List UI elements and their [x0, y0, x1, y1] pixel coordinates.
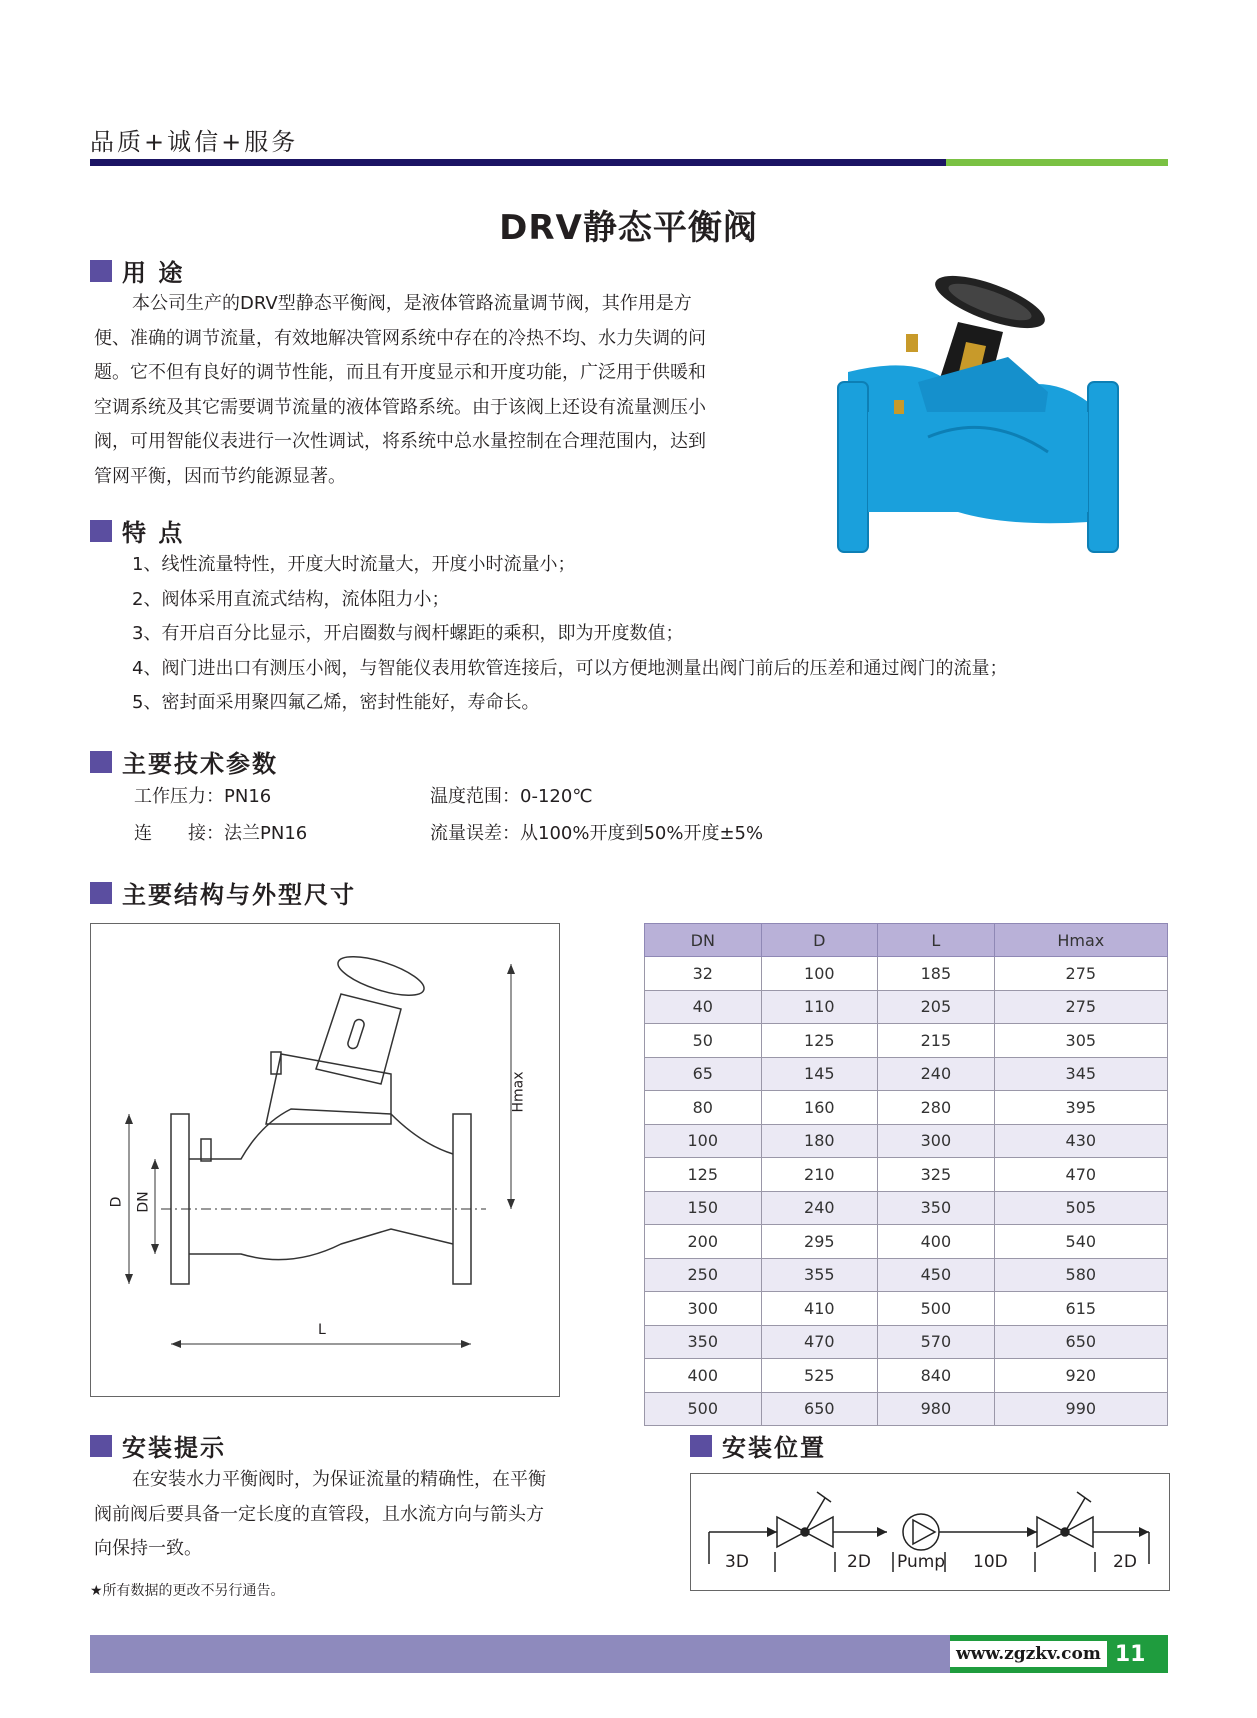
usage-line: 本公司生产的DRV型静态平衡阀，是液体管路流量调节阀，其作用是方: [132, 293, 692, 314]
label-l: L: [318, 1322, 326, 1338]
table-cell: 40: [645, 990, 762, 1024]
table-cell: 395: [994, 1091, 1167, 1125]
table-cell: 205: [878, 990, 995, 1024]
table-row: [645, 1258, 1168, 1292]
section-marker-icon: [90, 1435, 112, 1457]
footer-page-badge: [950, 1616, 1168, 1692]
table-cell: 240: [761, 1191, 878, 1225]
section-structure-title: 主要结构与外型尺寸: [122, 881, 356, 909]
label-dn: DN: [135, 1191, 152, 1213]
usage-line: 阀，可用智能仪表进行一次性调试，将系统中总水量控制在合理范围内，达到: [94, 431, 706, 452]
usage-line: 管网平衡，因而节约能源显著。: [94, 465, 346, 487]
table-cell: 150: [645, 1191, 762, 1225]
section-install-tip-heading: [90, 1428, 226, 1463]
table-cell: 650: [761, 1392, 878, 1426]
dimension-drawing: [90, 923, 560, 1397]
table-cell: 470: [761, 1325, 878, 1359]
table-cell: 505: [994, 1191, 1167, 1225]
param-connection: 连 接：法兰PN16: [134, 823, 308, 844]
param-working-pressure: 工作压力：PN16: [134, 786, 272, 807]
table-cell: 570: [878, 1325, 995, 1359]
table-row: [645, 1325, 1168, 1359]
table-cell: 650: [994, 1325, 1167, 1359]
table-row: [645, 1024, 1168, 1058]
table-row: [645, 957, 1168, 991]
list-item: 2、阀体采用直流式结构，流体阻力小；: [132, 588, 450, 610]
table-cell: 32: [645, 957, 762, 991]
section-marker-icon: [90, 260, 112, 282]
table-cell: 100: [645, 1124, 762, 1158]
label-10d: 10D: [973, 1552, 1008, 1572]
list-item: 1、线性流量特性，开度大时流量大，开度小时流量小；: [132, 554, 576, 575]
section-params-title: 主要技术参数: [122, 750, 278, 778]
table-cell: 400: [878, 1225, 995, 1259]
table-cell: 355: [761, 1258, 878, 1292]
table-cell: 410: [761, 1292, 878, 1326]
section-structure-heading: [90, 875, 356, 910]
table-cell: 840: [878, 1359, 995, 1393]
features-list: [132, 548, 1172, 721]
table-row: [645, 1091, 1168, 1125]
section-marker-icon: [90, 520, 112, 542]
table-cell: 305: [994, 1024, 1167, 1058]
install-position-diagram: [690, 1473, 1170, 1591]
piping-diagram: [691, 1474, 1169, 1590]
section-install-position-title: 安装位置: [722, 1434, 826, 1462]
header-rule-green: [946, 159, 1168, 166]
section-marker-icon: [690, 1435, 712, 1457]
valve-illustration: [808, 262, 1148, 562]
table-cell: 430: [994, 1124, 1167, 1158]
table-cell: 540: [994, 1225, 1167, 1259]
footer-url[interactable]: www.zgzkv.com: [950, 1641, 1107, 1667]
product-photo: [808, 262, 1148, 562]
table-cell: 125: [761, 1024, 878, 1058]
header-rule-navy: [90, 159, 946, 166]
table-cell: 990: [994, 1392, 1167, 1426]
param-temperature: 温度范围：0-120℃: [430, 786, 593, 807]
usage-line: 题。它不但有良好的调节性能，而且有开度显示和开度功能，广泛用于供暖和: [94, 362, 706, 383]
table-cell: 210: [761, 1158, 878, 1192]
list-item: 3、有开启百分比显示，开启圈数与阀杆螺距的乘积，即为开度数值；: [132, 623, 684, 644]
table-row: [645, 1057, 1168, 1091]
table-cell: 580: [994, 1258, 1167, 1292]
table-cell: 200: [645, 1225, 762, 1259]
usage-line: 便、准确的调节流量，有效地解决管网系统中存在的冷热不均、水力失调的问: [94, 327, 706, 349]
table-cell: 180: [761, 1124, 878, 1158]
table-cell: 280: [878, 1091, 995, 1125]
table-row: [645, 990, 1168, 1024]
table-header-row: [645, 924, 1168, 957]
table-cell: 240: [878, 1057, 995, 1091]
table-cell: 300: [878, 1124, 995, 1158]
dimensions-table: [644, 923, 1168, 1426]
table-cell: 125: [645, 1158, 762, 1192]
table-cell: 185: [878, 957, 995, 991]
column-header: D: [761, 924, 878, 957]
table-cell: 250: [645, 1258, 762, 1292]
table-cell: 325: [878, 1158, 995, 1192]
label-3d: 3D: [725, 1552, 749, 1572]
param-flow-error: 流量误差：从100%开度到50%开度±5%: [430, 823, 764, 844]
table-row: [645, 1292, 1168, 1326]
table-cell: 160: [761, 1091, 878, 1125]
table-cell: 500: [878, 1292, 995, 1326]
usage-line: 空调系统及其它需要调节流量的液体管路系统。由于该阀上还设有流量测压小: [94, 396, 706, 418]
table-cell: 980: [878, 1392, 995, 1426]
install-tip-line: 在安装水力平衡阀时，为保证流量的精确性，在平衡: [132, 1469, 546, 1490]
header-tagline: 品质+诚信+服务: [90, 128, 299, 156]
column-header: DN: [645, 924, 762, 957]
footer-bar: [90, 1635, 950, 1673]
table-cell: 295: [761, 1225, 878, 1259]
install-tip-text: [94, 1463, 654, 1567]
table-cell: 615: [994, 1292, 1167, 1326]
section-marker-icon: [90, 882, 112, 904]
usage-text: [94, 287, 794, 494]
table-cell: 525: [761, 1359, 878, 1393]
table-cell: 145: [761, 1057, 878, 1091]
table-row: [645, 1225, 1168, 1259]
dimensions-table-body: [645, 957, 1168, 1426]
column-header: Hmax: [994, 924, 1167, 957]
list-item: 5、密封面采用聚四氟乙烯，密封性能好，寿命长。: [132, 692, 540, 713]
label-hmax: Hmax: [510, 1071, 527, 1113]
page-number: - 11 -: [1114, 1616, 1146, 1692]
table-cell: 450: [878, 1258, 995, 1292]
table-cell: 110: [761, 990, 878, 1024]
table-cell: 100: [761, 957, 878, 991]
table-row: [645, 1392, 1168, 1426]
table-cell: 400: [645, 1359, 762, 1393]
install-tip-line: 阀前阀后要具备一定长度的直管段，且水流方向与箭头方: [94, 1503, 544, 1525]
table-cell: 345: [994, 1057, 1167, 1091]
table-cell: 65: [645, 1057, 762, 1091]
label-2d-first: 2D: [847, 1552, 871, 1572]
section-features-heading: [90, 513, 184, 548]
table-cell: 500: [645, 1392, 762, 1426]
table-cell: 80: [645, 1091, 762, 1125]
section-install-tip-title: 安装提示: [122, 1434, 226, 1462]
section-params-heading: [90, 744, 278, 779]
page-title: DRV静态平衡阀: [499, 208, 758, 248]
section-features-title: 特 点: [122, 519, 185, 547]
footnote: ★所有数据的更改不另行通告。: [90, 1583, 285, 1599]
section-install-position-heading: [690, 1428, 826, 1463]
table-cell: 275: [994, 990, 1167, 1024]
table-cell: 920: [994, 1359, 1167, 1393]
table-cell: 300: [645, 1292, 762, 1326]
table-cell: 350: [878, 1191, 995, 1225]
label-pump: Pump: [897, 1552, 946, 1572]
label-2d-second: 2D: [1113, 1552, 1137, 1572]
section-marker-icon: [90, 751, 112, 773]
table-row: [645, 1124, 1168, 1158]
table-row: [645, 1191, 1168, 1225]
section-usage-heading: [90, 253, 184, 288]
table-cell: 350: [645, 1325, 762, 1359]
label-d: D: [108, 1196, 125, 1208]
table-row: [645, 1158, 1168, 1192]
install-tip-line: 向保持一致。: [94, 1538, 202, 1559]
list-item: 4、阀门进出口有测压小阀，与智能仪表用软管连接后，可以方便地测量出阀门前后的压差和通过阀门的流量；: [132, 657, 1008, 679]
table-cell: 470: [994, 1158, 1167, 1192]
table-row: [645, 1359, 1168, 1393]
table-cell: 215: [878, 1024, 995, 1058]
table-cell: 275: [994, 957, 1167, 991]
table-cell: 50: [645, 1024, 762, 1058]
section-usage-title: 用 途: [122, 259, 185, 287]
column-header: L: [878, 924, 995, 957]
